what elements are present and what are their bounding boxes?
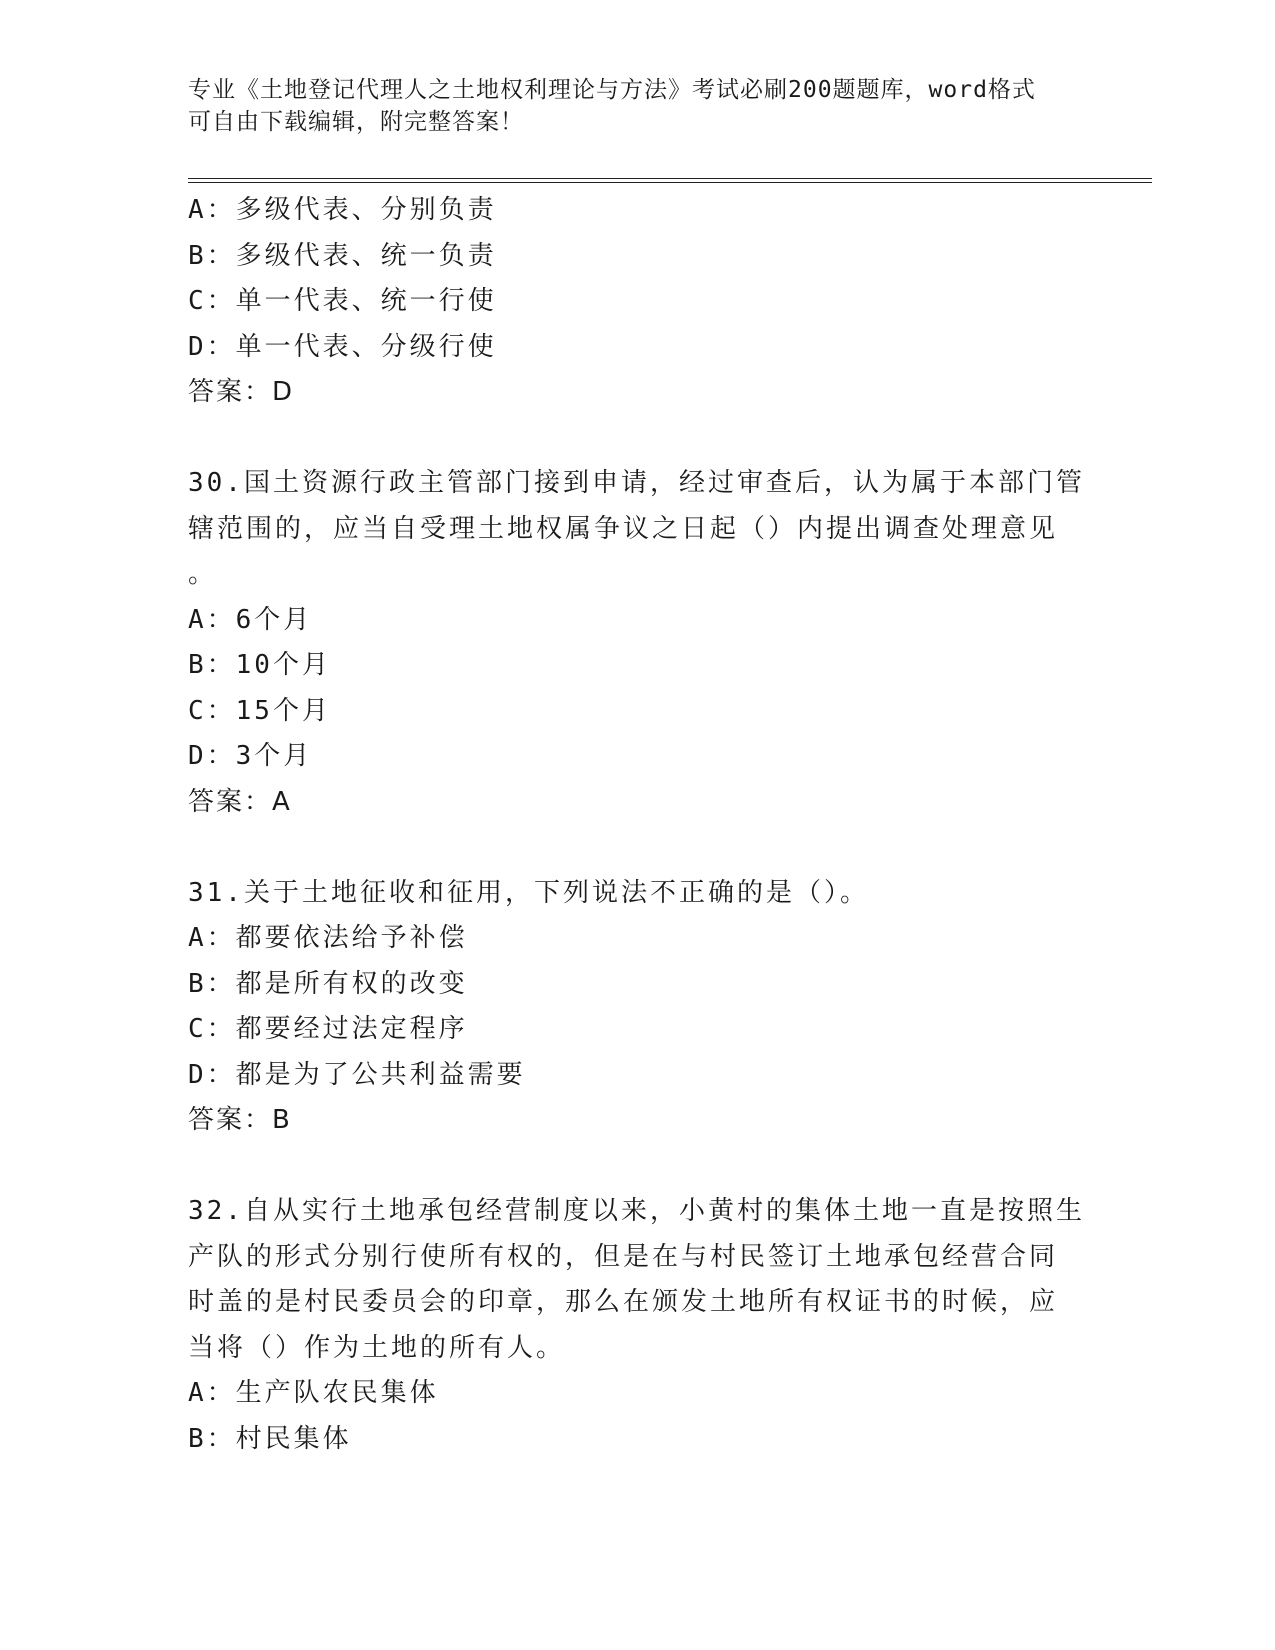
question-stem-line: 当将（）作为土地的所有人。: [188, 1332, 566, 1363]
option-a: A：都要依法给予补偿: [188, 923, 468, 953]
answer-line: 答案：B: [188, 1105, 292, 1135]
answer-line: 答案：D: [188, 377, 295, 407]
spacer: [188, 1144, 1088, 1190]
question-stem-line: 32.自从实行土地承包经营制度以来，小黄村的集体土地一直是按照生: [188, 1196, 1085, 1226]
option-b: B：都是所有权的改变: [188, 968, 468, 999]
question-32: [188, 1189, 1088, 1462]
option-a: A：6个月: [188, 604, 313, 635]
option-d: D：3个月: [188, 741, 313, 771]
question-31: [188, 871, 1088, 1144]
question-stem-line: 辖范围的，应当自受理土地权属争议之日起（）内提出调查处理意见: [188, 513, 1059, 544]
question-29: [188, 188, 1088, 416]
question-30: [188, 461, 1088, 825]
option-b: B：多级代表、统一负责: [188, 240, 497, 271]
question-stem-line: 30.国土资源行政主管部门接到申请，经过审查后，认为属于本部门管: [188, 468, 1085, 498]
spacer: [188, 825, 1088, 871]
option-a: A：生产队农民集体: [188, 1378, 439, 1408]
question-content: [188, 188, 1088, 1462]
option-b: B：10个月: [188, 650, 331, 680]
option-c: C：单一代表、统一行使: [188, 286, 497, 316]
option-a: A：多级代表、分别负责: [188, 195, 497, 225]
question-stem-line: 产队的形式分别行使所有权的，但是在与村民签订土地承包经营合同: [188, 1241, 1059, 1272]
spacer: [188, 416, 1088, 462]
header-line-2: 可自由下载编辑，附完整答案！: [188, 109, 524, 135]
option-c: C：都要经过法定程序: [188, 1014, 468, 1044]
question-stem-line: 。: [188, 559, 218, 589]
option-b: B：村民集体: [188, 1423, 352, 1454]
answer-line: 答案：A: [188, 786, 292, 817]
document-header: [188, 74, 1068, 138]
question-stem-line: 31.关于土地征收和征用，下列说法不正确的是（）。: [188, 877, 869, 908]
option-c: C：15个月: [188, 695, 331, 726]
header-double-rule: [188, 178, 1152, 183]
question-stem-line: 时盖的是村民委员会的印章，那么在颁发土地所有权证书的时候，应: [188, 1287, 1059, 1317]
header-line-1: 专业《土地登记代理人之土地权利理论与方法》考试必刷200题题库，word格式: [188, 77, 1036, 103]
option-d: D：都是为了公共利益需要: [188, 1059, 526, 1090]
option-d: D：单一代表、分级行使: [188, 331, 497, 362]
